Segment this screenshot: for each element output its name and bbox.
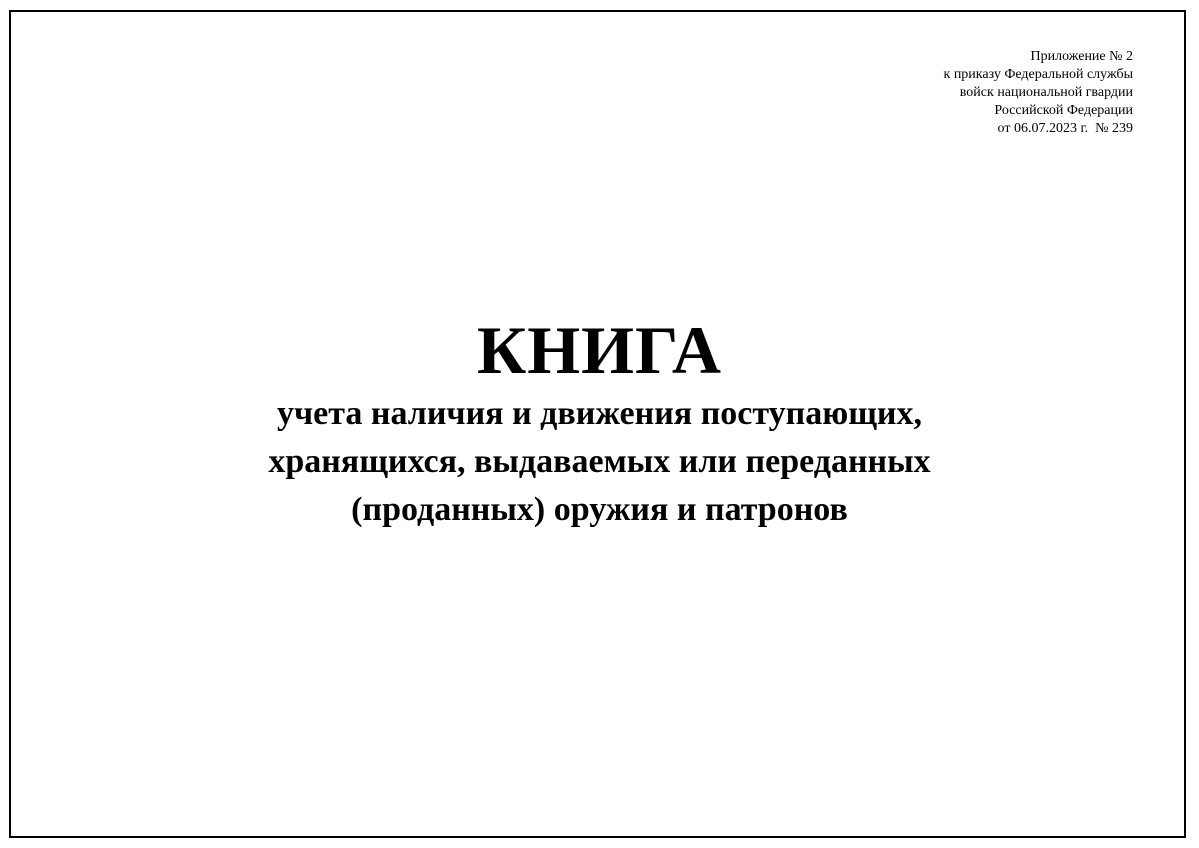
book-subtitle-line-3: (проданных) оружия и патронов (351, 491, 848, 528)
appendix-line-2: к приказу Федеральной службы (943, 67, 1133, 82)
appendix-line-1: Приложение № 2 (1030, 49, 1133, 64)
appendix-line-5: от 06.07.2023 г. № 239 (997, 121, 1133, 136)
cover-title-block (0, 312, 1199, 534)
book-subtitle-line-2: хранящихся, выдаваемых или переданных (268, 443, 931, 480)
appendix-line-3: войск национальной гвардии (959, 85, 1133, 100)
book-subtitle (0, 390, 1199, 534)
book-title: КНИГА (476, 312, 723, 388)
book-subtitle-line-1: учета наличия и движения поступающих, (276, 395, 922, 432)
appendix-line-4: Российской Федерации (994, 103, 1133, 118)
appendix-note (944, 48, 1133, 138)
